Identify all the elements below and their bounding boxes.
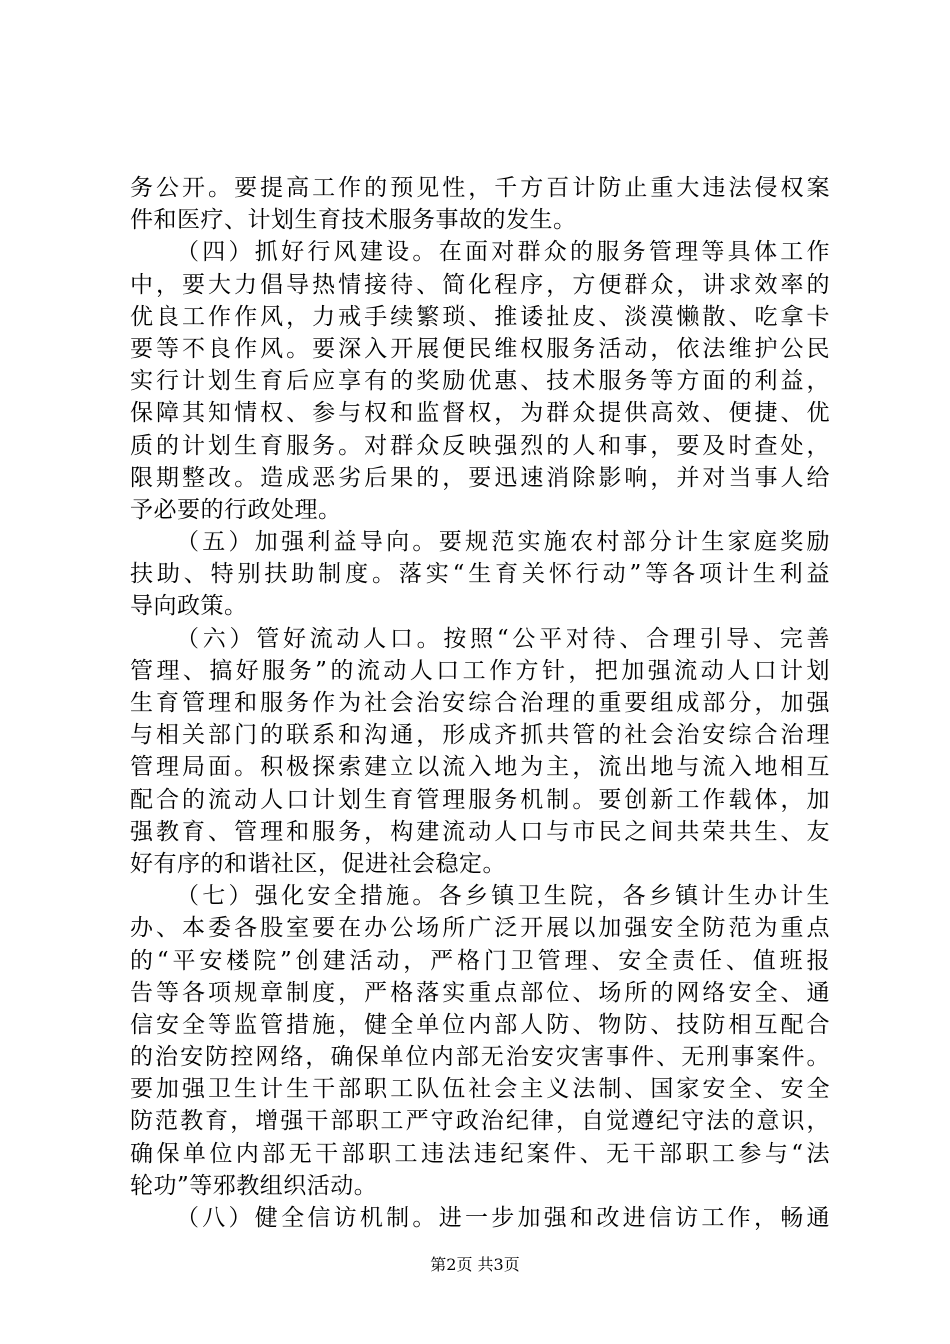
text-line: （四）抓好行风建设。在面对群众的服务管理等具体工作 [176, 239, 830, 266]
text-line: 实行计划生育后应享有的奖励优惠、技术服务等方面的利益， [130, 368, 830, 395]
page-number-footer: 第2页 共3页 [430, 1255, 520, 1274]
text-line: （六）管好流动人口。按照“公平对待、合理引导、完善 [176, 625, 830, 652]
text-line: 务公开。要提高工作的预见性，千方百计防止重大违法侵权案 [130, 175, 830, 201]
document-body [130, 172, 830, 1234]
text-line: 的治安防控网络，确保单位内部无治安灾害事件、无刑事案件。 [130, 1044, 830, 1071]
text-line: 防范教育，增强干部职工严守政治纪律，自觉遵纪守法的意识， [130, 1108, 830, 1135]
text-line: 管理局面。积极探索建立以流入地为主，流出地与流入地相互 [130, 754, 830, 781]
text-line: 件和医疗、计划生育技术服务事故的发生。 [130, 207, 577, 234]
text-line: 中，要大力倡导热情接待、简化程序，方便群众，讲求效率的 [130, 271, 830, 298]
text-line: 办、本委各股室要在办公场所广泛开展以加强安全防范为重点 [130, 915, 830, 942]
text-line: 要等不良作风。要深入开展便民维权服务活动，依法维护公民 [130, 335, 830, 362]
text-line: （五）加强利益导向。要规范实施农村部分计生家庭奖励 [176, 529, 830, 556]
text-line: 的“平安楼院”创建活动，严格门卫管理、安全责任、值班报 [130, 947, 830, 974]
text-line: 保障其知情权、参与权和监督权，为群众提供高效、便捷、优 [130, 400, 830, 427]
text-line: 配合的流动人口计划生育管理服务机制。要创新工作载体，加 [130, 786, 830, 813]
text-line: 扶助、特别扶助制度。落实“生育关怀行动”等各项计生利益 [130, 561, 830, 588]
text-line: 予必要的行政处理。 [130, 496, 342, 523]
text-line: 轮功”等邪教组织活动。 [130, 1172, 378, 1199]
text-line: 与相关部门的联系和沟通，形成齐抓共管的社会治安综合治理 [130, 722, 830, 749]
text-line: 优良工作作风，力戒手续繁琐、推诿扯皮、淡漠懒散、吃拿卡 [130, 303, 830, 330]
text-line: （七）强化安全措施。各乡镇卫生院，各乡镇计生办计生 [176, 883, 830, 910]
text-line: 质的计划生育服务。对群众反映强烈的人和事，要及时查处， [130, 432, 830, 459]
text-line: 确保单位内部无干部职工违法违纪案件、无干部职工参与“法 [130, 1140, 830, 1167]
text-line: 生育管理和服务作为社会治安综合治理的重要组成部分，加强 [130, 690, 830, 716]
text-line: 管理、搞好服务”的流动人口工作方针，把加强流动人口计划 [130, 657, 830, 684]
text-line: 信安全等监管措施，健全单位内部人防、物防、技防相互配合 [130, 1011, 830, 1038]
text-line: 强教育、管理和服务，构建流动人口与市民之间共荣共生、友 [130, 818, 830, 845]
text-line: （八）健全信访机制。进一步加强和改进信访工作，畅通 [176, 1205, 830, 1231]
text-line: 好有序的和谐社区，促进社会稳定。 [130, 850, 506, 877]
text-line: 要加强卫生计生干部职工队伍社会主义法制、国家安全、安全 [130, 1076, 830, 1103]
text-line: 告等各项规章制度，严格落实重点部位、场所的网络安全、通 [130, 979, 830, 1006]
text-line: 导向政策。 [130, 593, 248, 620]
text-line: 限期整改。造成恶劣后果的，要迅速消除影响，并对当事人给 [130, 464, 830, 491]
